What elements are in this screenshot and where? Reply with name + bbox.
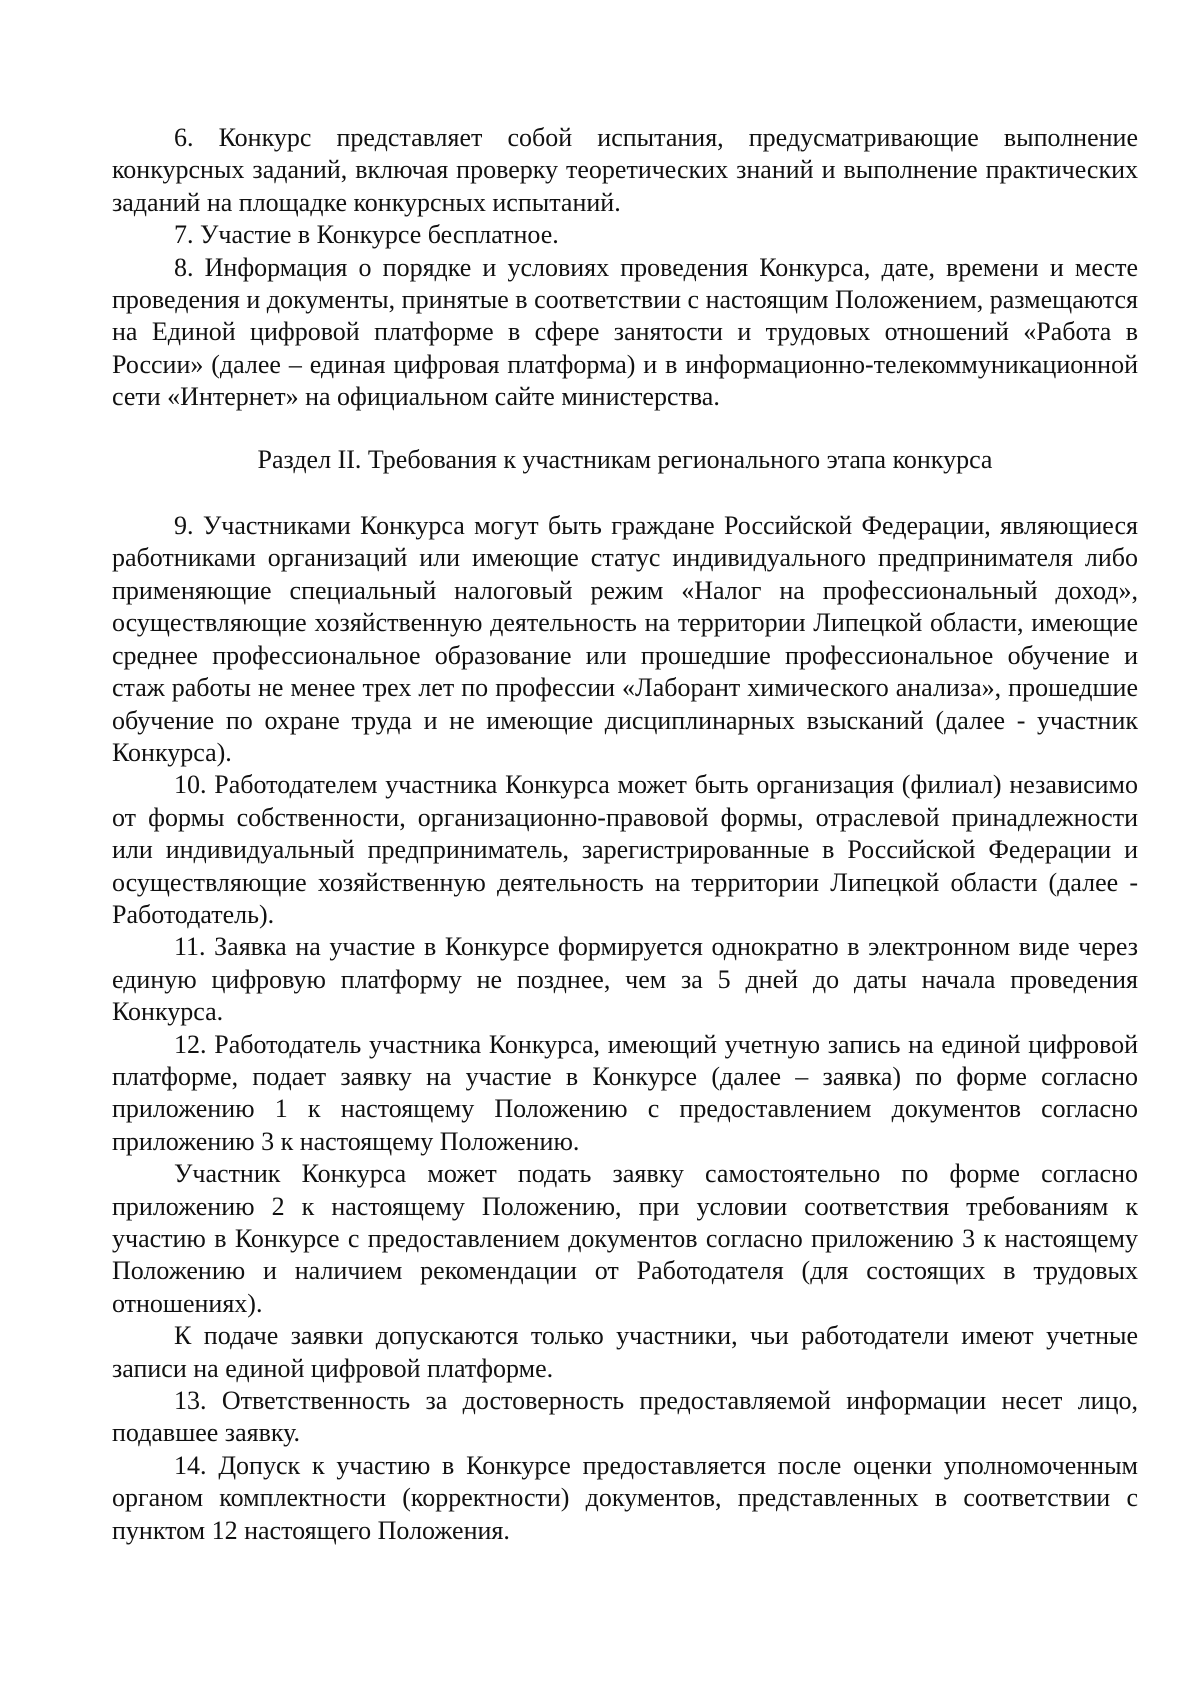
paragraph-11: 11. Заявка на участие в Конкурсе формируется однократно в электронном виде через единую цифровую платформу не позднее, чем за 5 дней до даты начала проведения Конкурса.: [112, 932, 1138, 1027]
paragraph-12-admission: К подаче заявки допускаются только участники, чьи работодатели имеют учетные записи на единой цифровой платформе.: [112, 1321, 1138, 1383]
section-heading: Раздел II. Требования к участникам регионального этапа конкурса: [257, 444, 993, 474]
paragraph-13: 13. Ответственность за достоверность предоставляемой информации несет лицо, подавшее заявку.: [112, 1386, 1138, 1448]
paragraph-14: 14. Допуск к участию в Конкурсе предоставляется после оценки уполномоченным органом комплектности (корректности) документов, представленных в соответствии с пунктом 12 настоящего Положения.: [112, 1450, 1138, 1545]
paragraph-7: 7. Участие в Конкурсе бесплатное.: [174, 220, 559, 250]
paragraph-12-participant: Участник Конкурса может подать заявку самостоятельно по форме согласно приложению 2 к настоящему Положению, при условии соответствия требованиям к участию в Конкурсе с предоставлением документов согласно приложению 3 к настоящему Положению и наличием рекомендации от Работодателя (для состоящих в трудовых отношениях).: [112, 1159, 1138, 1318]
paragraph-10: 10. Работодателем участника Конкурса может быть организация (филиал) независимо от формы собственности, организационно-правовой формы, отраслевой принадлежности или индивидуальный предприниматель, зарегистрированные в Российской Федерации и осуществляющие хозяйственную деятельность на территории Липецкой области (далее - Работодатель).: [112, 770, 1138, 929]
paragraph-9: 9. Участниками Конкурса могут быть граждане Российской Федерации, являющиеся работниками организаций или имеющие статус индивидуального предпринимателя либо применяющие специальный налоговый режим «Налог на профессиональный доход», осуществляющие хозяйственную деятельность на территории Липецкой области, имеющие среднее профессиональное образование или прошедшие профессиональное обучение и стаж работы не менее трех лет по профессии «Лаборант химического анализа», прошедшие обучение по охране труда и не имеющие дисциплинарных взысканий (далее - участник Конкурса).: [112, 511, 1138, 767]
document-body: [112, 122, 1138, 1547]
paragraph-8: 8. Информация о порядке и условиях проведения Конкурса, дате, времени и месте проведения и документы, принятые в соответствии с настоящим Положением, размещаются на Единой цифровой платформе в сфере занятости и трудовых отношений «Работа в России» (далее – единая цифровая платформа) и в информационно-телекоммуникационной сети «Интернет» на официальном сайте министерства.: [112, 252, 1138, 412]
paragraph-12: 12. Работодатель участника Конкурса, имеющий учетную запись на единой цифровой платформе, подает заявку на участие в Конкурсе (далее – заявка) по форме согласно приложению 1 к настоящему Положению с предоставлением документов согласно приложению 3 к настоящему Положению.: [112, 1029, 1138, 1156]
paragraph-6: 6. Конкурс представляет собой испытания, предусматривающие выполнение конкурсных заданий, включая проверку теоретических знаний и выполнение практических заданий на площадке конкурсных испытаний.: [112, 123, 1138, 217]
